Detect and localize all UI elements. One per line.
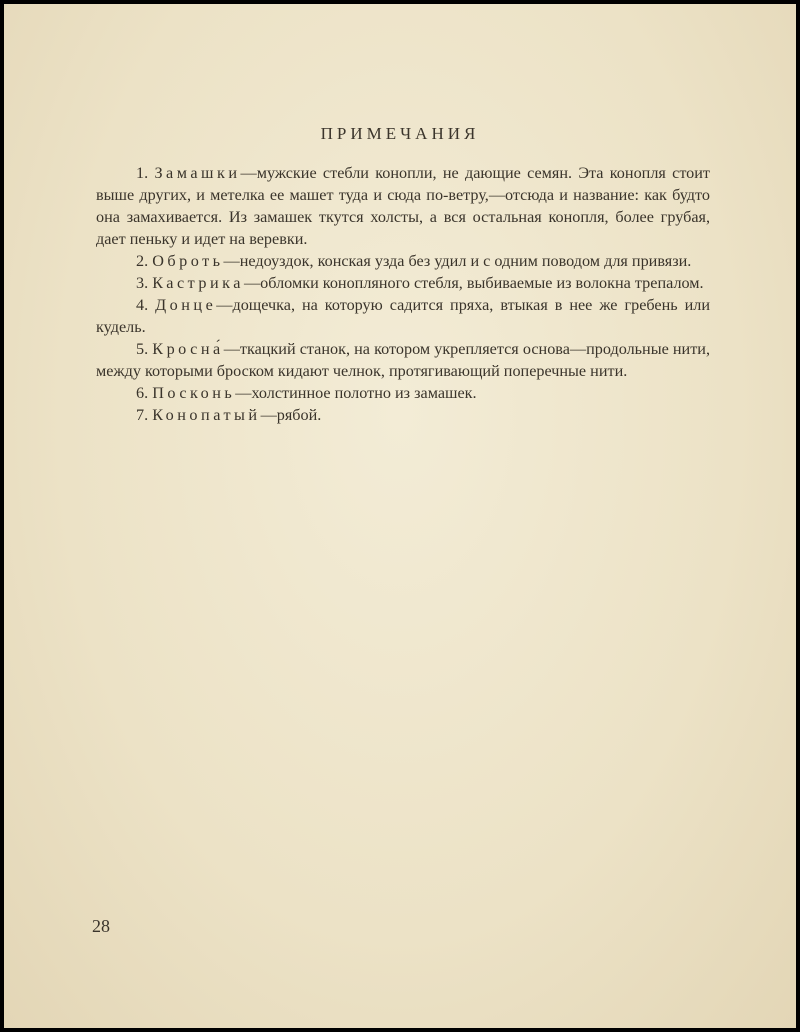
note-item [96, 294, 710, 338]
note-term: Кастрика [152, 274, 244, 292]
note-text: —ткацкий станок, на котором укрепляется основа—продольные нити, между которыми броском кидают челнок, протягивающий поперечные нити. [96, 340, 711, 380]
note-term: Конопатый [152, 406, 261, 424]
notes-list [96, 162, 710, 426]
note-text: —дощечка, на которую садится пряха, втыкая в нее же гребень или кудель. [96, 296, 710, 336]
note-text: —недоуздок, конская узда без удил и с одним поводом для привязи. [223, 252, 692, 270]
note-term: Оброть [152, 252, 224, 270]
note-number: 7. [136, 406, 149, 424]
note-term: Посконь [152, 384, 236, 402]
note-term: Кросна́ [152, 340, 224, 358]
note-number: 3. [136, 274, 149, 292]
note-item [96, 250, 710, 272]
note-text: —мужские стебли конопли, не дающие семян. Эта конопля стоит выше других, и метелка ее машет туда и сюда по-ветру,—отсюда и название: как будто она замахивается. Из замашек ткутся холсты, а вся остальная конопля, более грубая, дает пеньку и идет на веревки. [96, 164, 711, 248]
note-item [96, 272, 710, 294]
note-item [96, 338, 710, 382]
page-title: ПРИМЕЧАНИЯ [320, 124, 480, 143]
note-number: 5. [136, 340, 149, 358]
book-page [4, 4, 796, 1028]
note-number: 1. [136, 164, 149, 182]
note-item [96, 162, 710, 250]
note-number: 6. [136, 384, 149, 402]
page-number: 28 [92, 916, 110, 936]
note-number: 4. [136, 296, 149, 314]
note-text: —обломки конопляного стебля, выбиваемые из волокна трепалом. [243, 274, 704, 292]
note-item [96, 382, 710, 404]
note-term: Замашки [154, 164, 241, 182]
note-number: 2. [136, 252, 149, 270]
note-text: —холстинное полотно из замашек. [235, 384, 477, 402]
note-text: —рябой. [260, 406, 322, 424]
note-term: Донце [155, 296, 217, 314]
note-item [96, 404, 710, 426]
